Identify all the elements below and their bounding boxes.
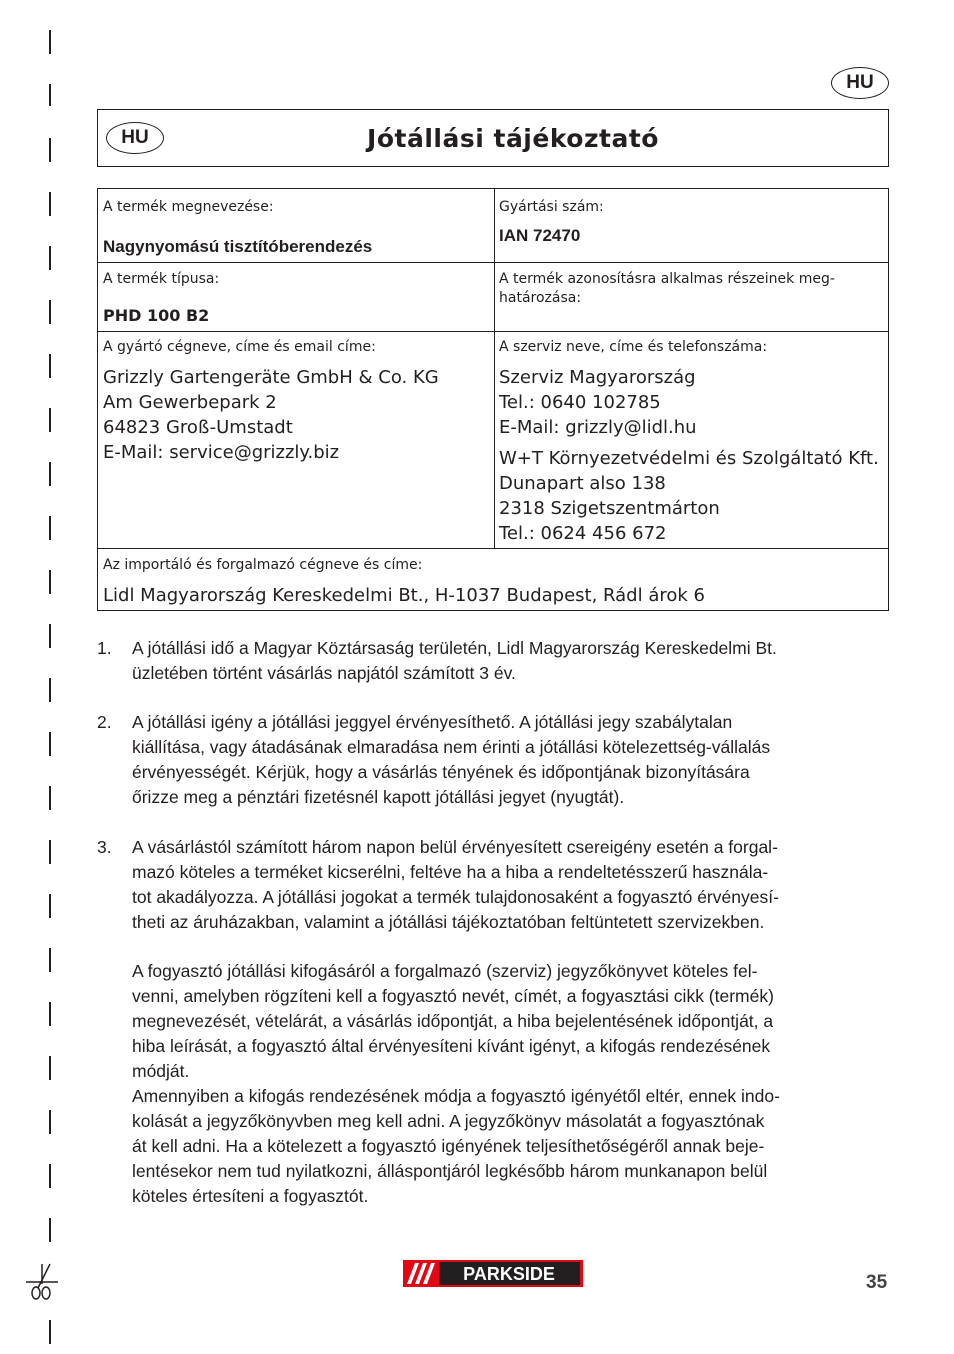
clause-line: theti az áruházakban, valamint a jótállási tájékoztatóban feltüntetett szervizekben. <box>132 912 765 932</box>
warranty-info-table <box>97 188 889 611</box>
id-parts-label-2: határozása: <box>499 290 582 306</box>
cut-line-segment <box>49 84 51 106</box>
cut-line-segment <box>49 354 51 378</box>
clause-line: őrizze meg a pénztári fizetésnél kapott jótállási jegyet (nyugtát). <box>132 787 625 807</box>
clause-number: 3. <box>97 837 112 857</box>
cut-line-segment <box>49 570 51 594</box>
service-line: Tel.: 0640 102785 <box>499 392 661 413</box>
page-title: Jótállási tájékoztató <box>367 124 659 153</box>
cut-line-segment <box>49 732 51 756</box>
serial-value: IAN 72470 <box>499 226 581 245</box>
paragraph-line: át kell adni. Ha a kötelezett a fogyasztó igényének teljesíthetőségéről annak beje- <box>132 1136 765 1156</box>
cut-line-segment <box>49 840 51 864</box>
clause-line: mazó köteles a terméket kicserélni, feltéve ha a hiba a rendeltetésszerű használa- <box>132 862 769 882</box>
manufacturer-line: Am Gewerbepark 2 <box>103 392 277 413</box>
paragraph-line: hiba leírását, a fogyasztó által érvényesíteni kívánt igényt, a kifogás rendezésének <box>132 1036 771 1056</box>
cut-line-segment <box>49 624 51 648</box>
cut-line-segment <box>49 138 51 162</box>
product-type-value: PHD 100 B2 <box>103 306 210 325</box>
cut-line-segment <box>49 1320 51 1344</box>
cut-line-segment <box>49 1164 51 1188</box>
paragraph-line: venni, amelyben rögzíteni kell a fogyasztó nevét, címét, a fogyasztási cikk (termék) <box>132 986 774 1006</box>
paragraph-line: lentésekor nem tud nyilatkozni, álláspontjáról legkésőbb három munkanapon belül <box>132 1161 768 1181</box>
service-label: A szerviz neve, címe és telefonszáma: <box>499 339 768 355</box>
manufacturer-line: E-Mail: service@grizzly.biz <box>103 442 340 463</box>
page-number: 35 <box>866 1272 888 1293</box>
service-line: Szerviz Magyarország <box>499 367 696 388</box>
parkside-logo <box>403 1260 583 1287</box>
manufacturer-line: 64823 Groß-Umstadt <box>103 417 293 438</box>
clause-line: érvényességét. Kérjük, hogy a vásárlás tényének és időpontjának bizonyítására <box>132 762 750 782</box>
cut-line-segment <box>49 246 51 270</box>
paragraph-line: köteles értesíteni a fogyasztót. <box>132 1186 369 1206</box>
cut-line-segment <box>49 30 51 54</box>
paragraph-line: megnevezését, vételárát, a vásárlás időpontját, a hiba bejelentésének időpontját, a <box>132 1011 774 1031</box>
paragraph-line: A fogyasztó jótállási kifogásáról a forgalmazó (szerviz) jegyzőkönyvet köteles fel- <box>132 961 758 981</box>
cut-line-segment <box>49 1218 51 1242</box>
paragraph-line: Amennyiben a kifogás rendezésének módja a fogyasztó igényétől eltér, ennek indo- <box>132 1086 780 1106</box>
clause-number: 2. <box>97 712 112 732</box>
product-type-label: A termék típusa: <box>103 271 220 287</box>
cut-line-segment <box>49 894 51 918</box>
cut-line-segment <box>49 516 51 540</box>
cut-line-segment <box>49 300 51 324</box>
serial-label: Gyártási szám: <box>499 199 604 215</box>
scissors-icon <box>24 1262 60 1302</box>
clause-line: A jótállási idő a Magyar Köztársaság területén, Lidl Magyarország Kereskedelmi Bt. <box>132 638 777 658</box>
cut-line-segment <box>49 948 51 972</box>
title-box <box>97 109 889 167</box>
service2-line: 2318 Szigetszentmárton <box>499 498 720 519</box>
cut-line-segment <box>49 678 51 702</box>
clause-line: tot akadályozza. A jótállási jogokat a termék tulajdonosaként a fogyasztó érvényesí- <box>132 887 779 907</box>
cut-line-segment <box>49 408 51 432</box>
service2-line: Tel.: 0624 456 672 <box>499 523 667 544</box>
manufacturer-label: A gyártó cégneve, címe és email címe: <box>103 339 376 355</box>
clause-line: A jótállási igény a jótállási jeggyel érvényesíthető. A jótállási jegy szabálytalan <box>132 712 733 732</box>
clause-line: A vásárlástól számított három napon belül érvényesített csereigény esetén a forgal- <box>132 837 778 857</box>
manufacturer-line: Grizzly Gartengeräte GmbH & Co. KG <box>103 367 439 388</box>
service2-line: W+T Környezetvédelmi és Szolgáltató Kft. <box>499 448 879 469</box>
service2-line: Dunapart also 138 <box>499 473 666 494</box>
brand-name: PARKSIDE <box>463 1264 555 1284</box>
cut-line-segment <box>49 1110 51 1134</box>
cut-line-segment <box>49 1056 51 1080</box>
service-line: E-Mail: grizzly@lidl.hu <box>499 417 697 438</box>
clause-line: kiállítása, vagy átadásának elmaradása nem érinti a jótállási kötelezettség-vállalás <box>132 737 771 757</box>
language-badge-title: HU <box>106 122 164 154</box>
id-parts-label: A termék azonosításra alkalmas részeinek meg- <box>499 271 835 287</box>
cut-line-segment <box>49 192 51 216</box>
importer-value: Lidl Magyarország Kereskedelmi Bt., H-1037 Budapest, Rádl árok 6 <box>103 585 705 606</box>
importer-label: Az importáló és forgalmazó cégneve és címe: <box>103 557 423 573</box>
cut-line-segment <box>49 462 51 486</box>
product-name-label: A termék megnevezése: <box>103 199 274 215</box>
language-badge-top: HU <box>831 67 889 99</box>
clause-line: üzletében történt vásárlás napjától számított 3 év. <box>132 663 516 683</box>
cut-line-segment <box>49 1002 51 1026</box>
paragraph-line: kolását a jegyzőkönyvben meg kell adni. A jegyzőkönyv másolatát a fogyasztónak <box>132 1111 765 1131</box>
clause-number: 1. <box>97 638 112 658</box>
cut-line-segment <box>49 786 51 810</box>
product-name-value: Nagynyomású tisztítóberendezés <box>103 237 373 256</box>
paragraph-line: módját. <box>132 1061 190 1081</box>
